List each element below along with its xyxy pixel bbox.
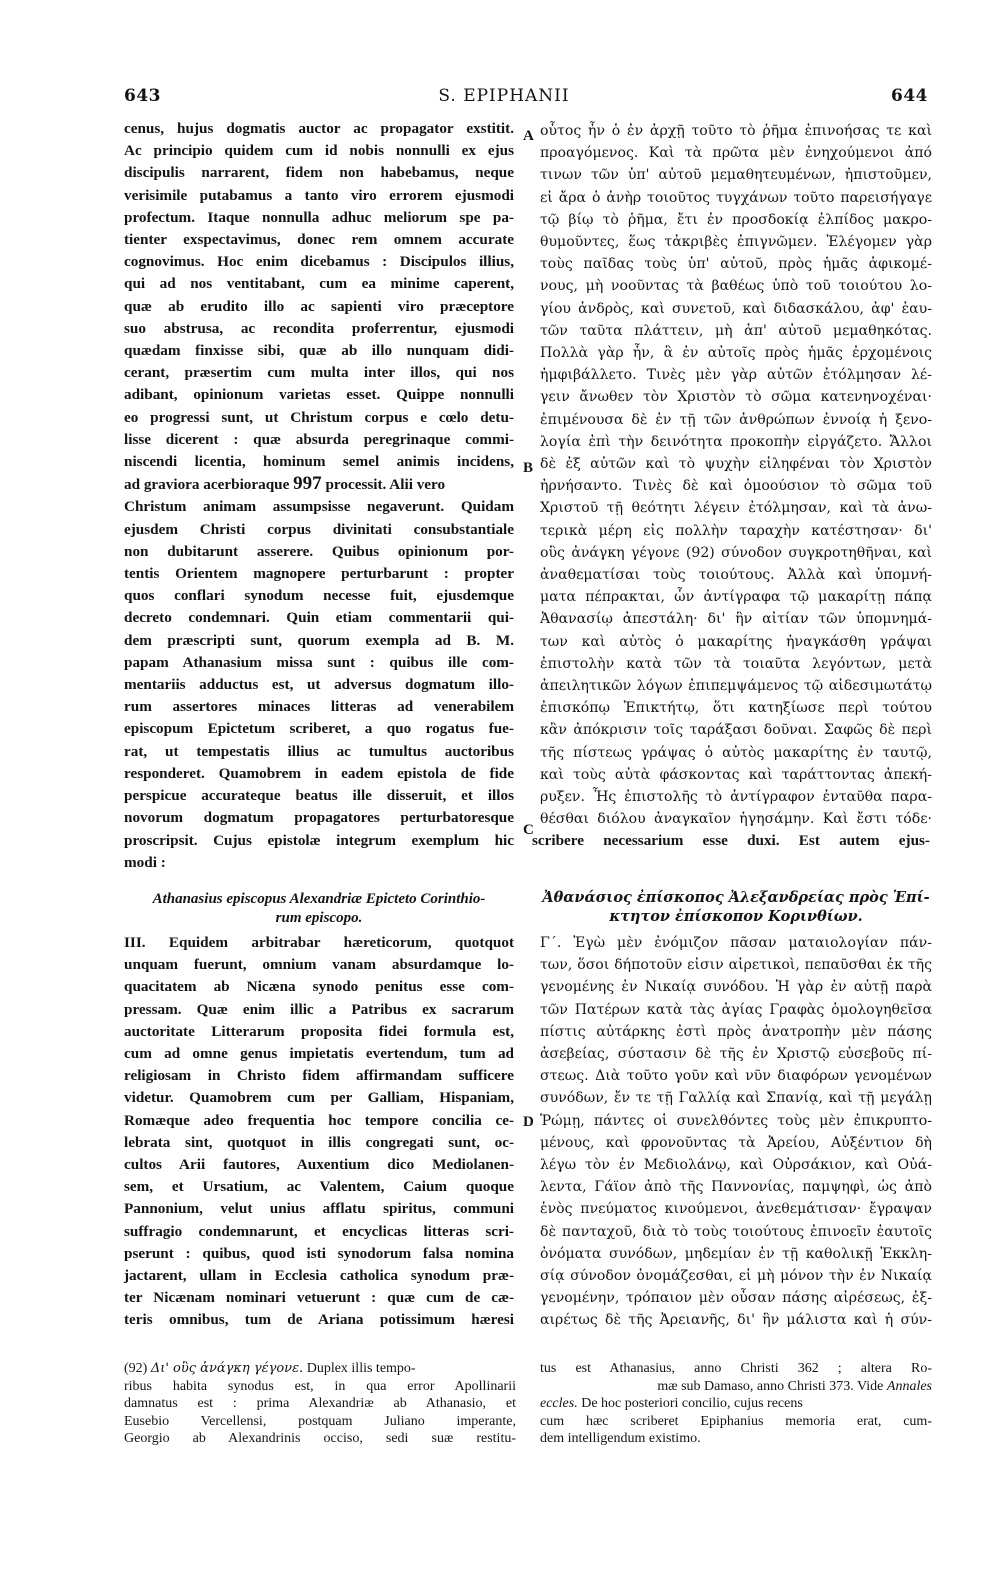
- footnote-line: cum hæc scriberet Epiphanius memoria erat, cum-: [540, 1413, 932, 1429]
- text-line: eo progressi sunt, ut Christum corpus e cœlo detu-: [124, 408, 514, 426]
- text-line: niscendi licentia, hominum semel animis incidens,: [124, 453, 514, 471]
- text-line: ἀπειλητικῶν λόγων ἐπιπεμψάμενος τῷ αἰδεσιμωτάτῳ: [540, 678, 932, 695]
- text-line: τινων τῶν ὑπ' αὐτοῦ μεμαθητευμένων, ἠπιστοῦμεν,: [540, 167, 932, 184]
- text-segment: ad graviora acerbioraque: [124, 476, 294, 494]
- footnote-line: [540, 1378, 932, 1396]
- text-line: πίστις αὐτάρκης ἐστὶ πρὸς ἀνατροπὴν μὲν πάσης: [540, 1023, 932, 1040]
- text-line: Ἀθανασίῳ ἀπεστάλη· δι' ἣν αἰτίαν τῶν ὑπομνημά-: [540, 611, 932, 628]
- text-line: νους, μὴ νοοῦντας τὰ βαθέως ὑπὸ τοῦ τοιούτου λο-: [540, 278, 932, 295]
- text-line: adibant, opinionum varietas esset. Quippe nonnulli: [124, 386, 514, 404]
- text-line: ματα πέπρακται, ὧν ἀντίγραφα τῷ μακαρίτῃ πάπᾳ: [540, 589, 932, 606]
- left-column-latin: [124, 118, 514, 874]
- running-title: S. EPIPHANII: [438, 86, 570, 106]
- text-line: θυμοῦντες, ἕως τἀκριβὲς ἐπιγνῶμεν. Ἐλέγομεν γὰρ: [540, 234, 932, 251]
- text-line: τῆς πίστεως γράψας ὁ αὐτὸς μακαρίτης ἐν ταυτῷ,: [540, 744, 932, 761]
- text-line: ejusdem Christi corpus divinitati consubstantiale: [124, 520, 514, 538]
- text-line: mentariis adductus est, ut adversus dogmatum illo-: [124, 676, 514, 694]
- footnote-label: (92): [124, 1361, 151, 1376]
- text-line: τῶν Πατέρων κατὰ τὰς ἁγίας Γραφὰς ὁμολογηθεῖσα: [540, 1001, 932, 1018]
- text-line: ἠρνήσαντο. Τινὲς δὲ καὶ ὁμοούσιον τὸ σῶμα τοῦ: [540, 478, 932, 495]
- text-line: verisimile putabamus a tanto viro errorem ejusmodi: [124, 186, 514, 204]
- text-line: Pannonium, velut unius afflatu spiritus, communi: [124, 1200, 514, 1218]
- text-line: των καὶ αὐτὸς ὁ μακαρίτης ἠναγκάσθη γράψαι: [540, 633, 932, 650]
- text-line: novorum dogmatum propagatores perturbatoresque: [124, 809, 514, 827]
- text-line: qui ad nos ventitabant, cum ea minime caperent,: [124, 275, 514, 293]
- left-letter-heading: [124, 890, 514, 928]
- text-line: cenus, hujus dogmatis auctor ac propagator exstitit.: [124, 120, 514, 137]
- text-line: teris omnibus, tum de Ariana potissimum hæresi: [124, 1311, 514, 1329]
- footnote-line: dem intelligendum existimo.: [540, 1431, 701, 1446]
- text-line: unquam fuerunt, omnium vanam absurdamque lo-: [124, 956, 514, 974]
- text-line: των, ὅσοι δήποτοῦν εἰσιν αἱρετικοὶ, πεπαῦσθαι ἐκ τῆς: [540, 957, 932, 974]
- text-line: ἐπισκόπῳ Ἐπικτήτῳ, ὅτι κατηξίωσε περὶ τούτου: [540, 700, 932, 717]
- text-line: γειν ἄνωθεν τὸν Χριστὸν τὸ σῶμα κατενηνοχέναι·: [540, 389, 932, 406]
- text-line: δὲ ἐξ αὐτῶν καὶ τὸ ψυχὴν εἰληφέναι τὸν Χριστὸν: [540, 456, 932, 473]
- footnote-right: [540, 1360, 932, 1448]
- heading-line: κτητον ἐπίσκοπον Κορινθίων.: [609, 908, 863, 925]
- margin-mark-b: B: [523, 460, 534, 476]
- text-line: λεντα, Γάϊον ἀπὸ τῆς Παννονίας, παμψηφὶ, ὡς ἀπὸ: [540, 1179, 932, 1196]
- text-line: ὀνόματα συνόδων, μηδεμίαν ἐν τῇ καθολικῇ Ἐκκλη-: [540, 1245, 932, 1262]
- text-line: videtur. Quamobrem cum per Galliam, Hispaniam,: [124, 1089, 514, 1107]
- heading-line: Ἀθανάσιος ἐπίσκοπος Ἀλεξανδρείας πρὸς Ἐπί-: [542, 889, 930, 906]
- text-line: λογία ἐπὶ τὴν δεινότητα προκοπὴν εἰργάζετο. Ἄλλοι: [540, 433, 932, 450]
- text-line: episcopum Epictetum scriberet, a quo rogatus fue-: [124, 720, 514, 738]
- text-line: τοὺς παῖδας τοὺς ὑπ' αὐτοῦ, πρὸς ἡμᾶς ἀφικομέ-: [540, 256, 932, 273]
- text-line: III. Equidem arbitrabar hæreticorum, quotquot: [124, 934, 514, 951]
- page-number-right: 644: [891, 86, 928, 106]
- text-line: suffragio condemnarunt, et encyclicas litteras scri-: [124, 1222, 514, 1240]
- text-line: τῷ βίῳ τὸ ῥῆμα, ἔτι ἐν προσδοκίᾳ ἐλπίδος μακρο-: [540, 211, 932, 228]
- page-number-left: 643: [124, 86, 161, 106]
- text-line: γενομένην, τρόπαιον μὲν οὖσαν πάσης αἱρέσεως, ἐξ-: [540, 1290, 932, 1307]
- text-line: scribere necessarium esse duxi. Est autem ejus-: [532, 832, 930, 849]
- text-line: στεως. Διὰ τοῦτο γοῦν καὶ νῦν διαφόρων γενομένων: [540, 1068, 932, 1085]
- text-line: responderet. Quamobrem in eadem epistola de fide: [124, 764, 514, 782]
- footnote-italic: eccles.: [540, 1396, 578, 1411]
- footnote-italic: Annales: [886, 1378, 932, 1394]
- text-line: tienter exspectavimus, donec rem omnem accurate: [124, 231, 514, 249]
- text-line: καὶ τοὺς αὐτὰ φάσκοντας καὶ ταράττοντας ἀπεκή-: [540, 766, 932, 783]
- text-line: rat, ut tempestatis illius ac tumultus auctoribus: [124, 742, 514, 760]
- left-paragraph-1: [124, 118, 514, 874]
- footnote-line: tus est Athanasius, anno Christi 362 ; altera Ro-: [540, 1361, 932, 1376]
- text-line: ἠμφιβάλλετο. Τινὲς μὲν γὰρ αὐτῶν ἐτόλμησαν λέ-: [540, 367, 932, 384]
- text-line: μένους, καὶ φρονοῦντας τὰ Ἀρείου, Αὐξέντιον δὴ: [540, 1134, 932, 1151]
- footnote-left: [124, 1360, 516, 1448]
- text-line: Ac principio quidem cum id nobis nonnulli ex ejus: [124, 142, 514, 160]
- footnote-line: ribus habita synodus est, in qua error Apollinarii: [124, 1378, 516, 1394]
- text-line: dem præscripti sunt, quorum exempla ad B. M.: [124, 631, 514, 649]
- text-line: profectum. Itaque nonnulla adhuc meliorum spe pa-: [124, 208, 514, 226]
- text-line: cum ad omne genus impietatis evertendum, tum ad: [124, 1045, 514, 1063]
- text-line: δὲ πανταχοῦ, διὰ τὸ τοὺς τοιούτους ἐπινοεῖν ἑαυτοῖς: [540, 1223, 932, 1240]
- text-line: τῶν ταῦτα πλάττειν, μὴ ἀπ' αὐτοῦ μεμαθηκότας.: [540, 322, 932, 339]
- footnote-text: mæ sub Damaso, anno Christi 373. Vide: [657, 1378, 887, 1394]
- text-line: modi :: [124, 853, 166, 871]
- text-line: θέσθαι διόλου ἀναγκαῖον ἡγησάμην. Καὶ ἔστι τόδε·: [540, 811, 932, 828]
- text-line: γενομένης ἐν Νικαίᾳ συνόδου. Ἡ γὰρ ἐν αὐτῇ παρὰ: [540, 979, 932, 996]
- heading-line: rum episcopo.: [275, 910, 363, 926]
- text-line: jactarent, ullam in Ecclesia catholica synodum præ-: [124, 1267, 514, 1285]
- right-paragraph-2: [540, 932, 932, 1332]
- margin-mark-a: A: [523, 128, 534, 144]
- text-line: κἂν ἀπόκρισιν τοῖς ταράξασι δοῦναι. Σαφῶς δὲ περὶ: [540, 722, 932, 739]
- text-line: sem, et Ursatium, ac Valentem, Caium quoque: [124, 1178, 514, 1196]
- text-line: cerant, præsertim cum multa inter illos, qui nos: [124, 364, 514, 382]
- text-line: proscripsit. Cujus epistolæ integrum exemplum hic: [124, 831, 514, 849]
- margin-mark-c: C: [523, 822, 534, 838]
- text-line: Γ΄. Ἐγὼ μὲν ἐνόμιζον πᾶσαν ματαιολογίαν πάν-: [540, 935, 932, 951]
- text-line: cultos Arii fautores, Auxentium dico Mediolanen-: [124, 1156, 514, 1174]
- footnote-line: Georgio ab Alexandrinis occiso, sedi suæ restitu-: [124, 1431, 516, 1446]
- text-line: quacitatem ab Nicæna synodo penitus esse com-: [124, 978, 514, 996]
- text-line: papam Athanasium missa sunt : quibus ille com-: [124, 653, 514, 671]
- text-line: quos conflari synodum necesse fuit, ejusdemque: [124, 587, 514, 605]
- text-line: tentis Orientem magnopere perturbarunt : propter: [124, 565, 514, 583]
- text-line: lisse dicerent : quæ absurda peregrinaque commi-: [124, 430, 514, 448]
- footnote-line: Eusebio Vercellensi, postquam Juliano imperante,: [124, 1413, 516, 1429]
- footnote-line: [124, 1360, 516, 1378]
- text-line: οὗτος ἦν ὁ ἐν ἀρχῇ τοῦτο τὸ ῥῆμα ἐπινοήσας τε καὶ: [540, 123, 932, 139]
- text-line: Χριστοῦ τῇ θεότητι λέγειν ἐτόλμησαν, καὶ τὰ ἀνω-: [540, 500, 932, 517]
- footnote-line: damnatus est : prima Alexandriæ ab Athanasio, et: [124, 1396, 516, 1411]
- footnote-greek: Δι' οὓς ἀνάγκη γέγονε.: [150, 1361, 304, 1376]
- text-line: religiosam in Christo fidem affirmandam sufficere: [124, 1067, 514, 1085]
- column-number: 997: [293, 473, 322, 495]
- text-line: τερικὰ μέρη εἰς πολλὴν ταραχὴν κατέστησαν· δι': [540, 522, 932, 539]
- text-line: Πολλὰ γὰρ ἦν, ἃ ἐν αὐτοῖς πρὸς ἡμᾶς ἐρχομένοις: [540, 345, 932, 362]
- latin-continuation-line: [532, 830, 930, 852]
- text-line: ter Nicænam nominari vetuerunt : quæ cum de cæ-: [124, 1289, 514, 1307]
- footnote-text: Duplex illis tempo-: [303, 1361, 416, 1376]
- text-line: cognovimus. Hoc enim dicebamus : Discipulos illius,: [124, 253, 514, 271]
- text-line: ἀσεβείας, σύστασιν δὲ τῆς ἐν Χριστῷ εὐσεβοῦς πί-: [540, 1046, 932, 1063]
- text-line: quædam finxisse sibi, quæ ab illo nunquam didi-: [124, 342, 514, 360]
- text-line: ἀναθεματίσαι τοὺς τοιούτους. Ἀλλὰ καὶ ὑπομνή-: [540, 567, 932, 584]
- text-line: συνόδων, ἔν τε τῇ Γαλλίᾳ καὶ Σπανίᾳ, καὶ τῇ μεγάλῃ: [540, 1090, 932, 1107]
- footnote-line: [540, 1395, 932, 1413]
- text-line: rum assertores minaces litteras ad venerabilem: [124, 698, 514, 716]
- text-line: ἑνὸς πνεύματος κινούμενοι, ἀνεθεμάτισαν· ἔγραψαν: [540, 1201, 932, 1218]
- text-line: perspicue accurateque beatus ille disseruit, et illos: [124, 787, 514, 805]
- text-line: [124, 473, 514, 496]
- right-column-greek: [540, 120, 932, 831]
- text-line: decreto condemnari. Quin etiam commentarii qui-: [124, 609, 514, 627]
- text-line: προαγόμενος. Καὶ τὰ πρῶτα μὲν ἐνηχούμενοι ἀπό: [540, 145, 932, 162]
- text-line: ἐπιστολὴν κατὰ τῶν τὰ τοιαῦτα λεγόντων, μετὰ: [540, 655, 932, 672]
- text-line: discipulis narrarent, fidem non habebamus, neque: [124, 164, 514, 182]
- text-line: σίᾳ σύνοδον ὀνομάζεσθαι, εἰ μὴ μόνον τὴν ἐν Νικαίᾳ: [540, 1268, 932, 1285]
- text-line: pressam. Quæ enim illic a Patribus ex sacrarum: [124, 1000, 514, 1018]
- text-line: quæ ab erudito illo ac sapienti viro præceptore: [124, 297, 514, 315]
- right-letter-heading: [540, 888, 932, 926]
- margin-mark-d: D: [523, 1114, 534, 1130]
- text-line: γίου ἀνδρὸς, καὶ συνετοῦ, καὶ διδασκάλου, ἀφ' ἑαυ-: [540, 300, 932, 317]
- text-line: Romæque adeo frequentia hoc tempore concilia ce-: [124, 1111, 514, 1129]
- text-line: αιρέτως δὲ τῆς Ἀρειανῆς, δι' ἣν μάλιστα καὶ ἡ σύν-: [540, 1312, 932, 1329]
- footnote-text: De hoc posteriori concilio, cujus recens: [577, 1396, 803, 1411]
- heading-line: Athanasius episcopus Alexandriæ Epicteto Corinthio-: [152, 891, 486, 907]
- text-line: λέγω τὸν ἐν Μεδιολάνῳ, καὶ Οὐρσάκιον, καὶ Οὐά-: [540, 1157, 932, 1174]
- text-line: οὓς ἀνάγκη γέγονε (92) σύνοδον συγκροτηθῆναι, καὶ: [540, 544, 932, 561]
- text-line: ρυξεν. Ἧς ἐπιστολῆς τὸ ἀντίγραφον ἐνταῦθα παρα-: [540, 789, 932, 806]
- text-line: non dubitarunt asserere. Quibus opinionum por-: [124, 542, 514, 560]
- text-line: lebrata sint, quotquot in illis congregati sunt, oc-: [124, 1133, 514, 1151]
- text-segment: processit. Alii vero: [321, 476, 446, 494]
- left-paragraph-3: [124, 932, 514, 1332]
- text-line: Christum animam assumpsisse negaverunt. Quidam: [124, 498, 514, 516]
- text-line: εἰ ἄρα ὁ ἀνὴρ τοιοῦτος τυγχάνων τοῦτο παρεισήγαγε: [540, 189, 932, 206]
- text-line: ἐπιμένουσα δὲ ἐν τῇ τῶν ἀνθρώπων ἐννοίᾳ ἡ ξενο-: [540, 411, 932, 428]
- text-line: auctoritate Litterarum proposita fidei formula est,: [124, 1022, 514, 1040]
- text-line: Ῥώμῃ, πάντες οἱ συνελθόντες τοὺς μὲν ἐπικρυπτο-: [540, 1112, 932, 1129]
- text-line: pserunt : quibus, quod isti synodorum falsa nomina: [124, 1244, 514, 1262]
- text-line: suo abstrusa, ac recondita proferrentur, ejusmodi: [124, 319, 514, 337]
